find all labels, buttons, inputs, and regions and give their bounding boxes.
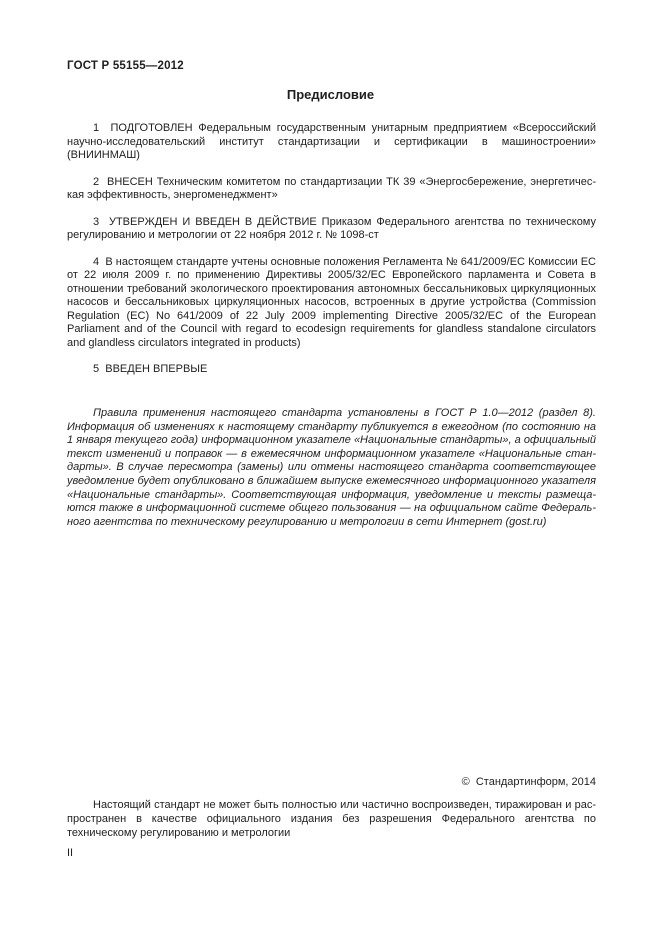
foreword-clauses <box>67 122 596 390</box>
copyright-line: © Стандартинформ, 2014 <box>461 776 596 788</box>
reproduction-notice: Настоящий стандарт не может быть полностью или частично воспроизведен, тиражирован и распространен в качестве официального издания без разрешения Федерального агентства по техническому регулированию и метрологии <box>67 799 596 839</box>
foreword-clause-4: 4 В настоящем стандарте учтены основные положения Регламента № 641/2009/ЕС Комиссии ЕС от 22 июля 2009 г. по применению Директивы 2005/32/ЕС Европейского парламента и Совета в отношении требований экологического проектирования автономных бессальниковых циркуляционных насосов и бессальниковых циркуляционных насосов, встроенных в другие устройства (Commission Regulation (EC) No 641/2009 of 22 July 2009 implementing Directive 2005/32/EC of the European Parliament and of the Council with regard to ecodesign requirements for glandless standalone circulators and glandless circulators integrated in products) <box>67 255 596 349</box>
foreword-clause-5: 5 ВВЕДЕН ВПЕРВЫЕ <box>93 363 208 375</box>
foreword-clause-3: 3 УТВЕРЖДЕН И ВВЕДЕН В ДЕЙСТВИЕ Приказом Федерального агентства по техническому регулированию и метрологии от 22 ноября 2012 г. № 1098-ст <box>67 215 596 241</box>
application-rules-note: Правила применения настоящего стандарта установлены в ГОСТ Р 1.0—2012 (раздел 8). Информация об изменениях к настоящему стандарту публикуется в ежегодном (по состоянию на 1 января текущего года) информационном указателе «Национальные стандарты», а официальный текст изменений и поправок — в ежемесячном информационном указателе «Национальные стандарты». В случае пересмотра (замены) или отмены настоящего стандарта соответствующее уведомление будет опубликовано в ближайшем выпуске ежемесячного информационного указателя «Национальные стандарты». Соответствующая информация, уведомление и тексты размещаются также в информационной системе общего пользования — на официальном сайте Федерального агентства по техническому регулированию и метрологии в сети Интернет (gost.ru) <box>67 407 596 528</box>
document-code: ГОСТ Р 55155—2012 <box>67 60 184 72</box>
foreword-clause-1: 1 ПОДГОТОВЛЕН Федеральным государственным унитарным предприятием «Всероссийский научно-исследовательский институт стандартизации и сертификации в машиностроении» (ВНИИНМАШ) <box>67 122 596 161</box>
page-number: II <box>67 847 74 859</box>
page-title: Предисловие <box>286 87 375 102</box>
foreword-clause-2: 2 ВНЕСЕН Техническим комитетом по стандартизации ТК 39 «Энергосбережение, энергетическая эффективность, энергоменеджмент» <box>67 175 596 201</box>
